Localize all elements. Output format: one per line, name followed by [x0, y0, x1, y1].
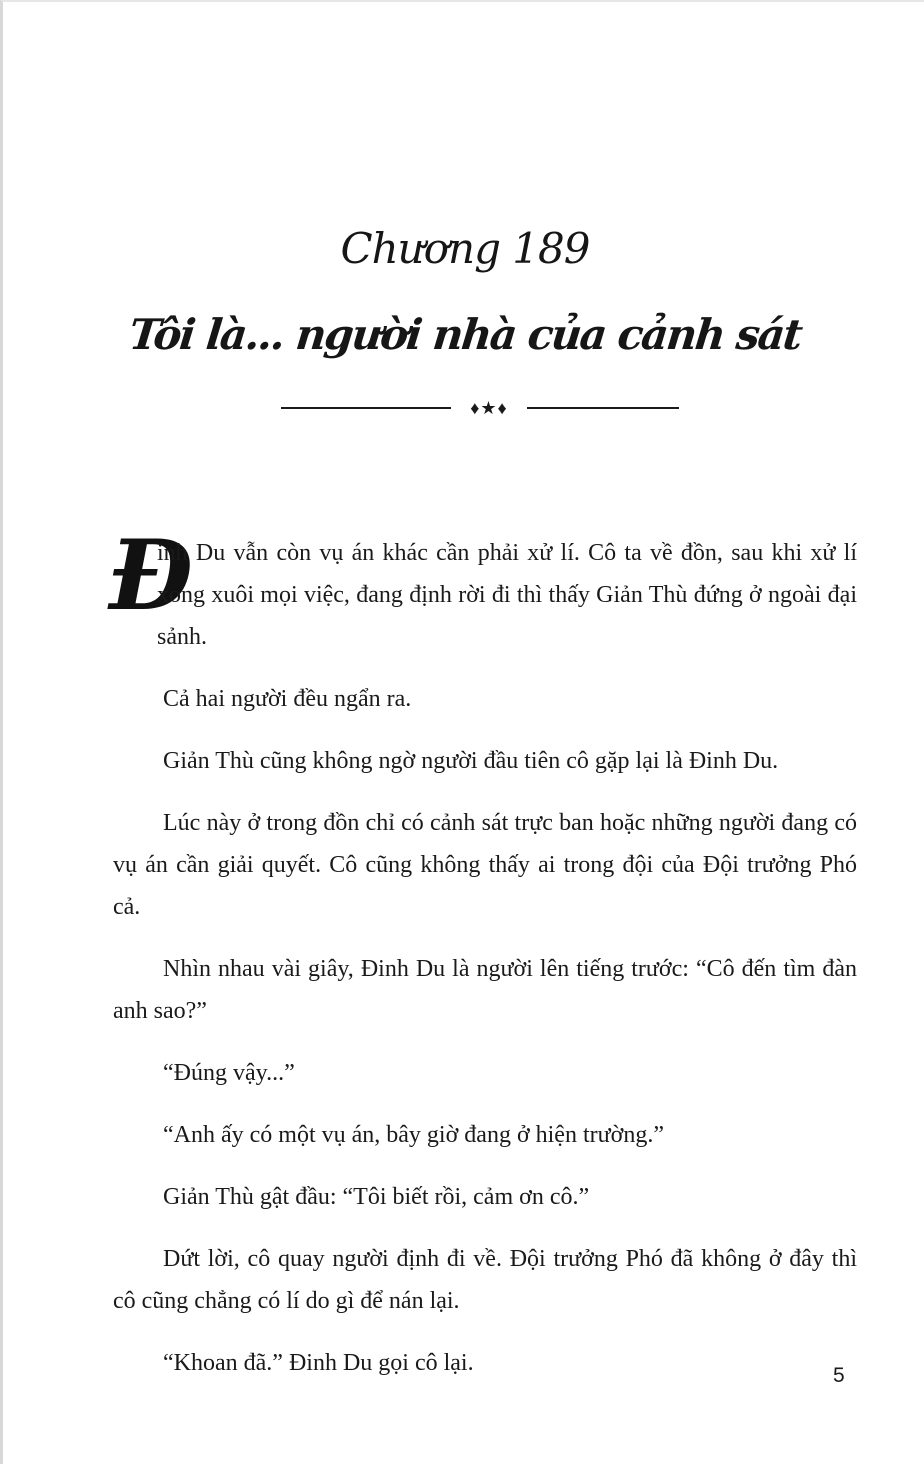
ornament-star-icon: ♦★♦	[470, 398, 508, 418]
page-number: 5	[833, 1364, 845, 1387]
chapter-number: Chương 189	[340, 224, 590, 273]
paragraph: Cả hai người đều ngẩn ra.	[163, 686, 412, 712]
ornament-rule-left	[281, 407, 451, 409]
paragraph: “Khoan đã.” Đinh Du gọi cô lại.	[163, 1350, 474, 1376]
paragraph: Lúc này ở trong đồn chỉ có cảnh sát trực ban hoặc những người đang có vụ án cần giải quyết. Cô cũng không thấy ai trong đội của Đội trưởng Phó cả.	[113, 810, 857, 920]
paragraph: “Anh ấy có một vụ án, bây giờ đang ở hiện trường.”	[163, 1122, 664, 1148]
chapter-ornament	[281, 394, 681, 422]
paragraph	[109, 519, 857, 658]
paragraph: Dứt lời, cô quay người định đi về. Đội trưởng Phó đã không ở đây thì cô cũng chẳng có lí do gì để nán lại.	[113, 1246, 857, 1314]
ornament-rule-right	[527, 407, 679, 409]
paragraph: Giản Thù cũng không ngờ người đầu tiên cô gặp lại là Đinh Du.	[163, 748, 779, 774]
paragraph: Giản Thù gật đầu: “Tôi biết rồi, cảm ơn cô.”	[163, 1184, 590, 1210]
drop-cap: Đ	[109, 519, 193, 632]
chapter-title: Tôi là... người nhà của cảnh sát	[126, 310, 804, 359]
paragraph: “Đúng vậy...”	[163, 1060, 295, 1086]
paragraph-text: inh Du vẫn còn vụ án khác cần phải xử lí. Cô ta về đồn, sau khi xử lí xong xuôi mọi việc, đang định rời đi thì thấy Giản Thù đứng ở ngoài đại sảnh.	[157, 540, 857, 650]
chapter-body	[109, 519, 857, 1404]
paragraph: Nhìn nhau vài giây, Đinh Du là người lên tiếng trước: “Cô đến tìm đàn anh sao?”	[113, 956, 857, 1024]
